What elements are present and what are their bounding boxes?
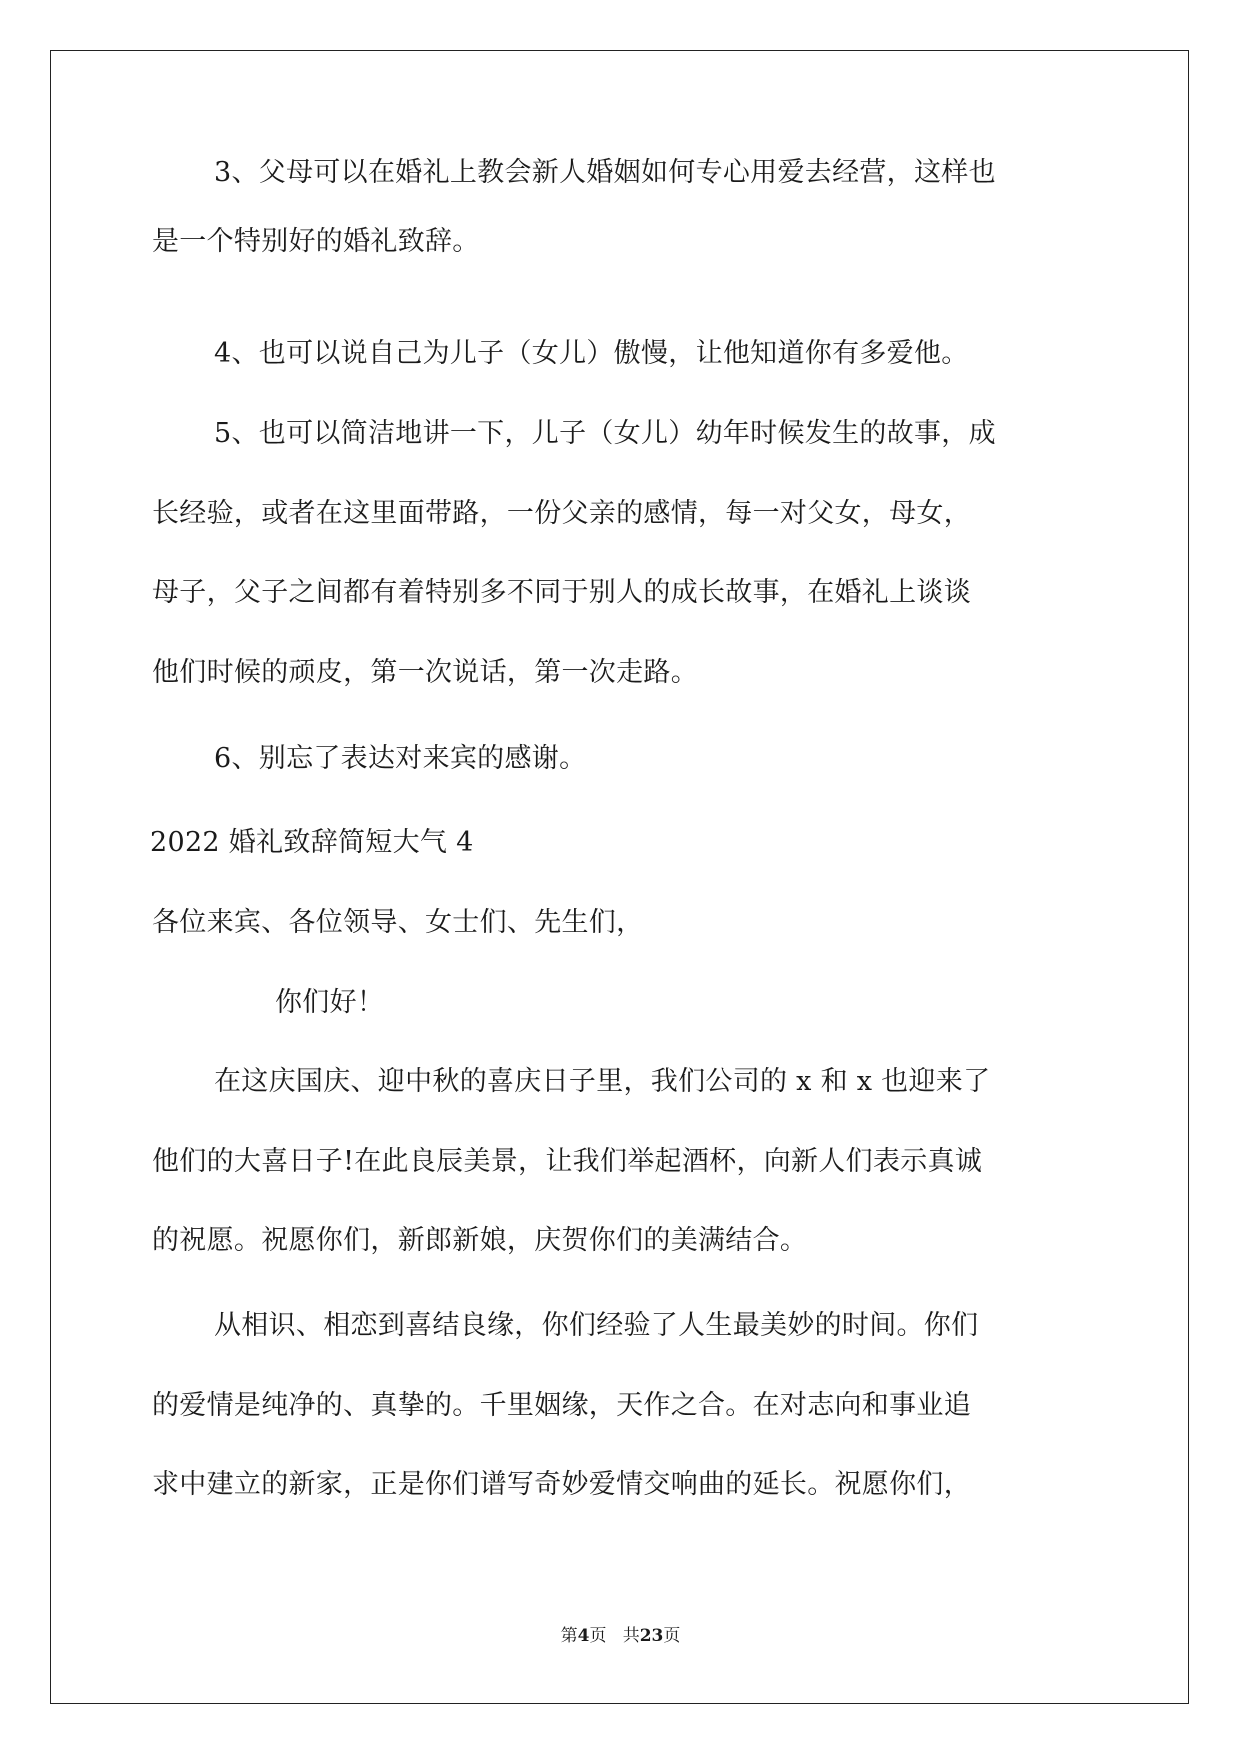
total-suffix: 页 <box>663 1626 681 1646</box>
paragraph-line: 4、也可以说自己为儿子（女儿）傲慢，让他知道你有多爱他。 <box>214 338 969 369</box>
paragraph-line: 在这庆国庆、迎中秋的喜庆日子里，我们公司的 x 和 x 也迎来了 <box>214 1066 991 1097</box>
total-pages: 23 <box>639 1626 664 1646</box>
paragraph-line: 他们时候的顽皮，第一次说话，第一次走路。 <box>152 657 698 688</box>
paragraph-line: 他们的大喜日子!在此良辰美景，让我们举起酒杯，向新人们表示真诚 <box>152 1146 983 1177</box>
paragraph-line: 3、父母可以在婚礼上教会新人婚姻如何专心用爱去经营，这样也 <box>214 157 996 188</box>
page-suffix: 页 <box>589 1626 607 1646</box>
salutation: 各位来宾、各位领导、女士们、先生们， <box>152 907 644 938</box>
paragraph-line: 从相识、相恋到喜结良缘，你们经验了人生最美妙的时间。你们 <box>214 1310 979 1341</box>
page-border <box>50 50 1189 1704</box>
total-prefix: 共 <box>622 1626 640 1646</box>
paragraph-line: 的祝愿。祝愿你们，新郎新娘，庆贺你们的美满结合。 <box>152 1225 808 1256</box>
paragraph-line: 是一个特别好的婚礼致辞。 <box>152 226 480 257</box>
paragraph-line: 6、别忘了表达对来宾的感谢。 <box>214 743 587 774</box>
paragraph-line: 求中建立的新家，正是你们谱写奇妙爱情交响曲的延长。祝愿你们， <box>152 1469 971 1500</box>
page-footer <box>0 1624 1241 1648</box>
paragraph-line: 5、也可以简洁地讲一下，儿子（女儿）幼年时候发生的故事，成 <box>214 418 996 449</box>
section-heading: 2022 婚礼致辞简短大气 4 <box>150 827 474 858</box>
greeting: 你们好！ <box>275 987 385 1018</box>
paragraph-line: 母子，父子之间都有着特别多不同于别人的成长故事，在婚礼上谈谈 <box>152 577 971 608</box>
paragraph-line: 长经验，或者在这里面带路，一份父亲的感情，每一对父女，母女， <box>152 498 971 529</box>
paragraph-line: 的爱情是纯净的、真挚的。千里姻缘，天作之合。在对志向和事业追 <box>152 1390 971 1421</box>
page-prefix: 第 <box>560 1626 578 1646</box>
page-number: 4 <box>577 1626 590 1646</box>
